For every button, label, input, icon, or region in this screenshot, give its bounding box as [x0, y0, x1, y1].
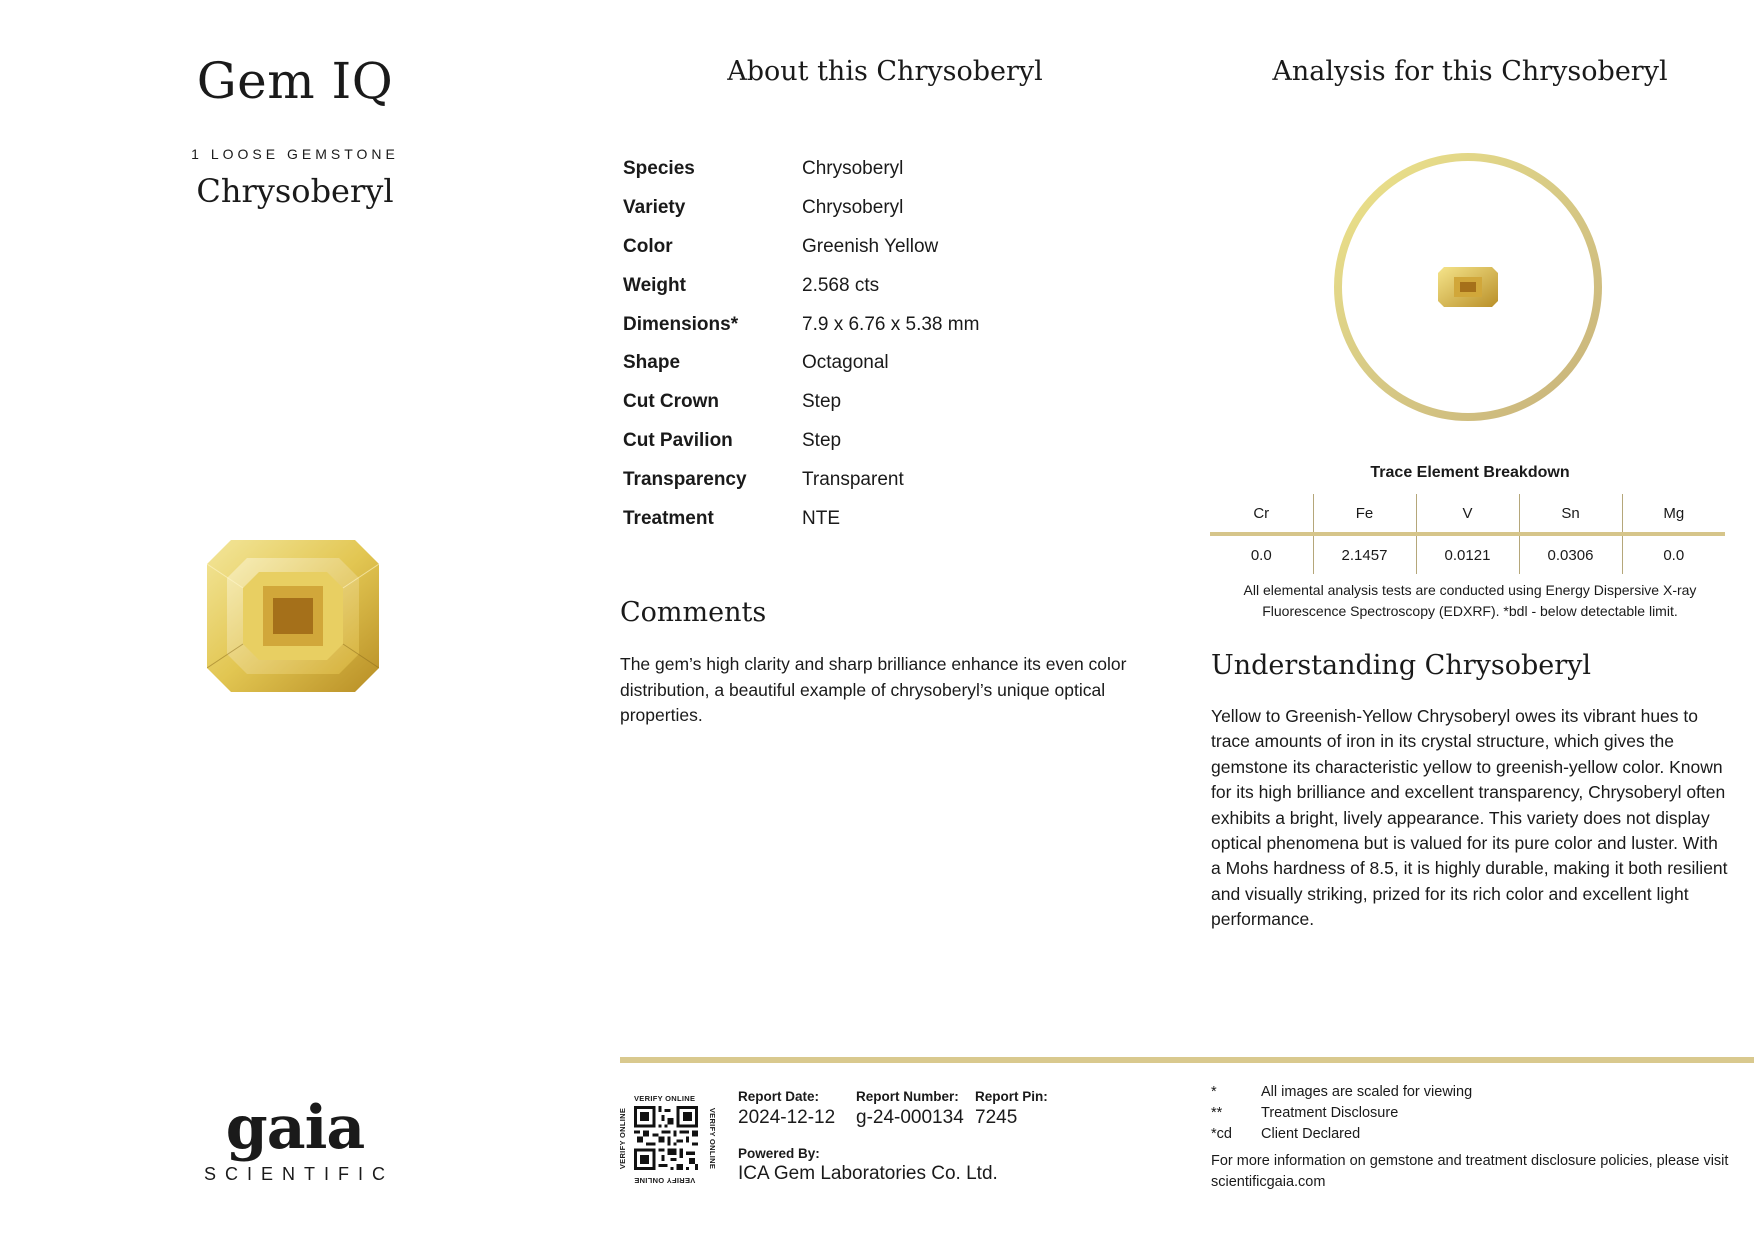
spec-row [623, 189, 1143, 228]
spec-label: Dimensions* [623, 313, 739, 335]
qr-caption: VERIFY ONLINE [634, 1176, 696, 1185]
report-number: g-24-000134 [856, 1107, 964, 1128]
footer-divider [620, 1057, 1754, 1063]
report-pin-label: Report Pin: [975, 1089, 1048, 1104]
analysis-heading: Analysis for this Chrysoberyl [1272, 56, 1668, 87]
trace-element-value: 0.0121 [1416, 534, 1519, 574]
report-date: 2024-12-12 [738, 1107, 836, 1128]
legend-text: Client Declared [1261, 1125, 1361, 1142]
gaia-scientific-logo [145, 1093, 445, 1185]
brand-title: Gem IQ [196, 52, 394, 110]
qr-caption: VERIFY ONLINE [634, 1094, 696, 1103]
spec-row [623, 422, 1143, 461]
spec-value: Transparent [802, 468, 904, 490]
spec-value: 7.9 x 6.76 x 5.38 mm [802, 313, 980, 335]
gemstone-thumbnail-icon [1438, 267, 1498, 307]
qr-code-icon[interactable] [634, 1106, 698, 1170]
spec-table [623, 150, 1143, 538]
spec-row [623, 150, 1143, 189]
qr-caption: VERIFY ONLINE [708, 1107, 718, 1170]
spec-value: Chrysoberyl [802, 197, 904, 219]
spec-row [623, 305, 1143, 344]
legend-symbol: *cd [1211, 1125, 1232, 1142]
trace-element-table [1210, 494, 1725, 574]
spec-value: Step [802, 429, 842, 451]
gemstone-photo [207, 540, 379, 692]
report-date-label: Report Date: [738, 1089, 820, 1104]
verify-online-qr[interactable] [618, 1090, 718, 1186]
about-heading: About this Chrysoberyl [727, 56, 1043, 87]
powered-by-label: Powered By: [738, 1146, 820, 1161]
more-info-text: For more information on gemstone and treatment disclosure policies, please visit scientificgaia.com [1211, 1153, 1729, 1190]
trace-element-name: Mg [1622, 494, 1725, 534]
understanding-heading: Understanding Chrysoberyl [1211, 650, 1592, 681]
logo-subtitle: SCIENTIFIC [203, 1164, 394, 1184]
stone-count: 1 LOOSE GEMSTONE [191, 146, 399, 162]
trace-element-name: Fe [1313, 494, 1416, 534]
understanding-text: Yellow to Greenish-Yellow Chrysoberyl owes its vibrant hues to trace amounts of iron in its crystal structure, which gives the gemstone its characteristic yellow to greenish-yellow color. Known for its high brilliance and excellent transparency, Chrysoberyl often exhibits a bright, lively appearance. This variety does not display optical phenomena but is valued for its pure color and luster. With a Mohs hardness of 8.5, it is highly durable, making it both resilient and visually striking, prized for its rich color and excellent light performance. [1211, 706, 1728, 930]
spec-value: Step [802, 391, 842, 413]
spec-row [623, 266, 1143, 305]
legend-text: Treatment Disclosure [1261, 1104, 1399, 1121]
spec-row [623, 499, 1143, 538]
spec-value: Chrysoberyl [802, 158, 904, 180]
spec-row [623, 228, 1143, 267]
spec-label: Weight [623, 274, 686, 296]
spec-label: Species [623, 158, 695, 180]
report-number-label: Report Number: [856, 1089, 959, 1104]
comments-heading: Comments [620, 597, 767, 628]
legend-row [1211, 1123, 1472, 1144]
spec-label: Color [623, 235, 673, 257]
spec-row [623, 460, 1143, 499]
trace-value-row [1210, 534, 1725, 574]
legend-symbol: ** [1211, 1104, 1223, 1121]
color-ring [1333, 152, 1603, 422]
legend-symbol: * [1211, 1083, 1217, 1100]
spec-value: NTE [802, 507, 840, 529]
legend-row [1211, 1081, 1472, 1102]
spec-label: Treatment [623, 507, 714, 529]
trace-element-name: V [1416, 494, 1519, 534]
trace-header-row [1210, 494, 1725, 534]
qr-caption: VERIFY ONLINE [618, 1107, 628, 1170]
trace-element-name: Sn [1519, 494, 1622, 534]
trace-element-value: 0.0 [1622, 534, 1725, 574]
spec-label: Transparency [623, 468, 747, 490]
trace-element-value: 2.1457 [1313, 534, 1416, 574]
trace-element-name: Cr [1210, 494, 1313, 534]
comments-text: The gem’s high clarity and sharp brilliance enhance its even color distribution, a beautiful example of chrysoberyl’s unique optical properties. [620, 654, 1127, 725]
spec-label: Cut Pavilion [623, 429, 733, 451]
spec-value: Greenish Yellow [802, 235, 939, 257]
spec-row [623, 383, 1143, 422]
trace-element-value: 0.0 [1250, 546, 1272, 564]
trace-element-title: Trace Element Breakdown [1370, 464, 1570, 481]
legend-row [1211, 1102, 1472, 1123]
spec-value: 2.568 cts [802, 274, 880, 296]
stone-name: Chrysoberyl [196, 172, 394, 210]
report-pin: 7245 [975, 1107, 1018, 1128]
powered-by-value: ICA Gem Laboratories Co. Ltd. [738, 1163, 998, 1184]
logo-word: gaia [225, 1093, 365, 1163]
trace-note: All elemental analysis tests are conducted using Energy Dispersive X-ray Fluorescence Spectroscopy (EDXRF). *bdl - below detectable limit. [1243, 582, 1697, 619]
trace-element-value: 0.0306 [1519, 534, 1622, 574]
spec-row [623, 344, 1143, 383]
spec-label: Cut Crown [623, 391, 720, 413]
spec-value: Octagonal [802, 352, 889, 374]
spec-label: Shape [623, 352, 681, 374]
spec-label: Variety [623, 197, 686, 219]
legend-text: All images are scaled for viewing [1261, 1083, 1473, 1100]
footnote-legend [1211, 1081, 1472, 1144]
